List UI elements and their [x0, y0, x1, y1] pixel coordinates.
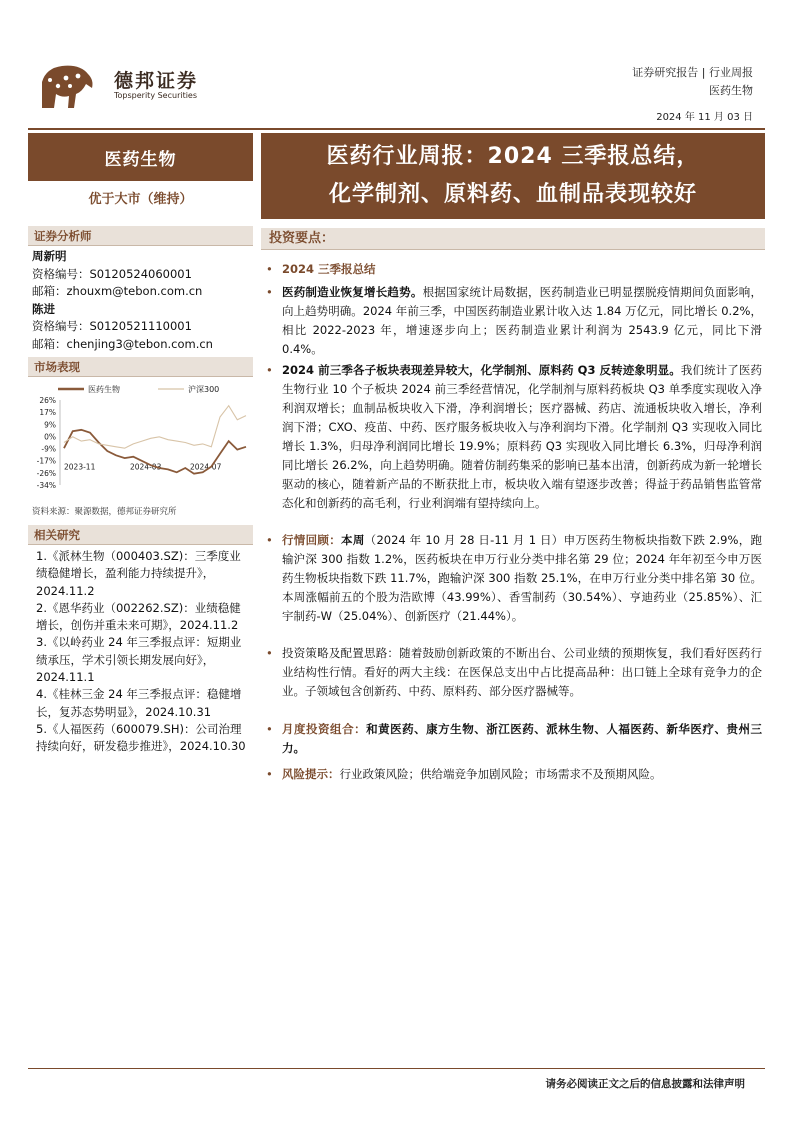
market-heading: 市场表现 [28, 357, 253, 377]
series-line-index [64, 406, 246, 449]
title-line-1: 医药行业周报：2024 三季报总结， [326, 144, 700, 169]
related-item[interactable]: 2.《恩华药业（002262.SZ)：业绩稳健增长，创伤并重未来可期》，2024.11.2 [36, 600, 241, 633]
analyst-email[interactable]: 邮箱：chenjing3@tebon.com.cn [32, 336, 213, 351]
y-tick-label: 26% [39, 396, 56, 405]
bullet-summary-title: • 2024 三季报总结 [266, 260, 762, 279]
analyst-name: 周新明 [32, 249, 67, 263]
x-tick-label: 2024-07 [190, 462, 222, 472]
chart-source: 资料来源：聚源数据，德邦证券研究所 [32, 507, 177, 517]
analysts-block [32, 248, 252, 353]
analyst-cert: 资格编号：S0120521110001 [32, 319, 192, 333]
report-sector: 医药生物 [709, 84, 753, 97]
related-item[interactable]: 3.《以岭药业 24 年三季报点评：短期业绩承压，学术引领长期发展向好》，2024.11.1 [36, 635, 242, 685]
bullet-icon: • [266, 646, 273, 660]
bullet-risk: • 风险提示：行业政策风险；供给端竞争加剧风险；市场需求不及预期风险。 [266, 765, 762, 784]
bullet-portfolio: • 月度投资组合：和黄医药、康方生物、浙江医药、派林生物、人福医药、新华医疗、贵州三力。 [266, 722, 762, 755]
report-title [261, 133, 765, 219]
x-tick-label: 2023-11 [64, 462, 96, 472]
y-tick-label: 9% [44, 420, 56, 430]
sector-label: 医药生物 [28, 133, 253, 181]
y-tick-label: -9% [41, 444, 56, 454]
footer-divider [28, 1068, 765, 1069]
bullet-icon: • [266, 767, 273, 781]
brand-name-en: Topsperity Securities [114, 91, 198, 100]
rating: 优于大市（维持） [88, 192, 193, 207]
bullet-icon: • [266, 262, 273, 276]
y-tick-label: -17% [36, 456, 56, 466]
report-date: 2024 年 11 月 03 日 [656, 112, 753, 123]
header-divider [28, 128, 765, 130]
bullet-icon: • [266, 722, 273, 736]
bullet-strategy: • 投资策略及配置思路：随着鼓励创新政策的不断出台、公司业绩的预期恢复，我们看好医药行业结构性行情。看好的两大主线：在医保总支出中占比提高品种：出口链上全球有竞争力的企业。子领域包含创新药、中药、原料药、部分医疗器械等。 [266, 646, 762, 698]
legend-label: 沪深300 [188, 385, 220, 394]
report-type: 证券研究报告 | 行业周报 [632, 66, 753, 79]
related-list [36, 548, 248, 756]
y-tick-label: -34% [36, 481, 56, 490]
investment-heading: 投资要点： [261, 228, 765, 250]
bullet-market-review: • 行情回顾：本周（2024 年 10 月 28 日-11 月 1 日）申万医药生物板块指数下跌 2.9%，跑输沪深 300 指数 1.2%，医药板块在申万行业分类中排名第 29 位；2024 年年初至今申万医药生物板块指数下跌 11.7%，跑输沪深 300 指数 25.1%，在申万行业分类中排名第 30 位。本周涨幅前五的个股为浩欧博（43.99%）、香雪制药（30.54%）、亨迪药业（25.85%）、汇宇制药-W（25.04%）、创新医疗（21.44%）。 [266, 533, 763, 623]
company-logo-icon [36, 58, 98, 116]
analyst-name: 陈进 [32, 301, 55, 316]
report-meta [632, 64, 753, 100]
analyst-email[interactable]: 邮箱：zhouxm@tebon.com.cn [32, 284, 203, 298]
bullet-icon: • [266, 285, 273, 299]
market-chart-svg [28, 374, 253, 499]
title-line-2: 化学制剂、原料药、血制品表现较好 [328, 182, 697, 207]
bullet-manufacturing: • 医药制造业恢复增长趋势。根据国家统计局数据，医药制造业已明显摆脱疫情期间负面影响，向上趋势明确。2024 年前三季，中国医药制造业累计收入达 1.84 万亿元，同比增长 0.2%，相比 2022-2023 年，增速逐步向上；医药制造业累计利润为 2543.9 亿元，同比下滑 0.4%。 [266, 285, 763, 356]
related-item[interactable]: 1.《派林生物（000403.SZ)：三季度业绩稳健增长，盈利能力持续提升》，2024.11.2 [36, 549, 241, 598]
y-tick-label: 0% [44, 432, 56, 442]
related-heading: 相关研究 [28, 525, 253, 545]
bullet-icon: • [266, 363, 273, 377]
analyst-cert: 资格编号：S0120524060001 [32, 266, 192, 281]
brand-name: 德邦证券 [114, 70, 199, 92]
market-chart [28, 374, 253, 494]
analysts-heading: 证券分析师 [28, 226, 253, 246]
y-tick-label: 17% [39, 408, 56, 418]
bullet-subsectors: • 2024 前三季各子板块表现差异较大，化学制剂、原料药 Q3 反转迹象明显。我们统计了医药生物行业 10 个子板块 2024 前三季经营情况，化学制剂与原料药板块 Q3 单季度实现收入净利润双增长；血制品板块收入下滑，净利润增长；医疗器械、药店、流通板块收入增长，净利润下滑；CXO、疫苗、中药、医疗服务板块收入与净利润均下滑。化学制剂 Q3 实现收入同比增长 1.3%，归母净利润同比增长 19.9%；原料药 Q3 实现收入同比增长 6.3%，归母净利润同比增长 26.2%，向上趋势明确。随着仿制药集采的影响已基本出清，创新药成为新一轮增长驱动的核心，随着新产品的不断获批上市，板块收入端有望逐步改善；得益于药品销售监管常态化和创新药的高毛利，行业利润端有望持续向上。 [266, 363, 763, 510]
footer-disclaimer: 请务必阅读正文之后的信息披露和法律声明 [545, 1078, 745, 1090]
y-tick-label: -26% [36, 468, 56, 478]
bullet-icon: • [266, 533, 273, 547]
related-item[interactable]: 4.《桂林三金 24 年三季报点评：稳健增长，复苏态势明显》，2024.10.31 [36, 687, 242, 719]
legend-label: 医药生物 [88, 385, 120, 394]
related-item[interactable]: 5.《人福医药（600079.SH)：公司治理持续向好，研发稳步推进》，2024.10.30 [36, 721, 246, 754]
x-tick-label: 2024-03 [130, 462, 162, 472]
